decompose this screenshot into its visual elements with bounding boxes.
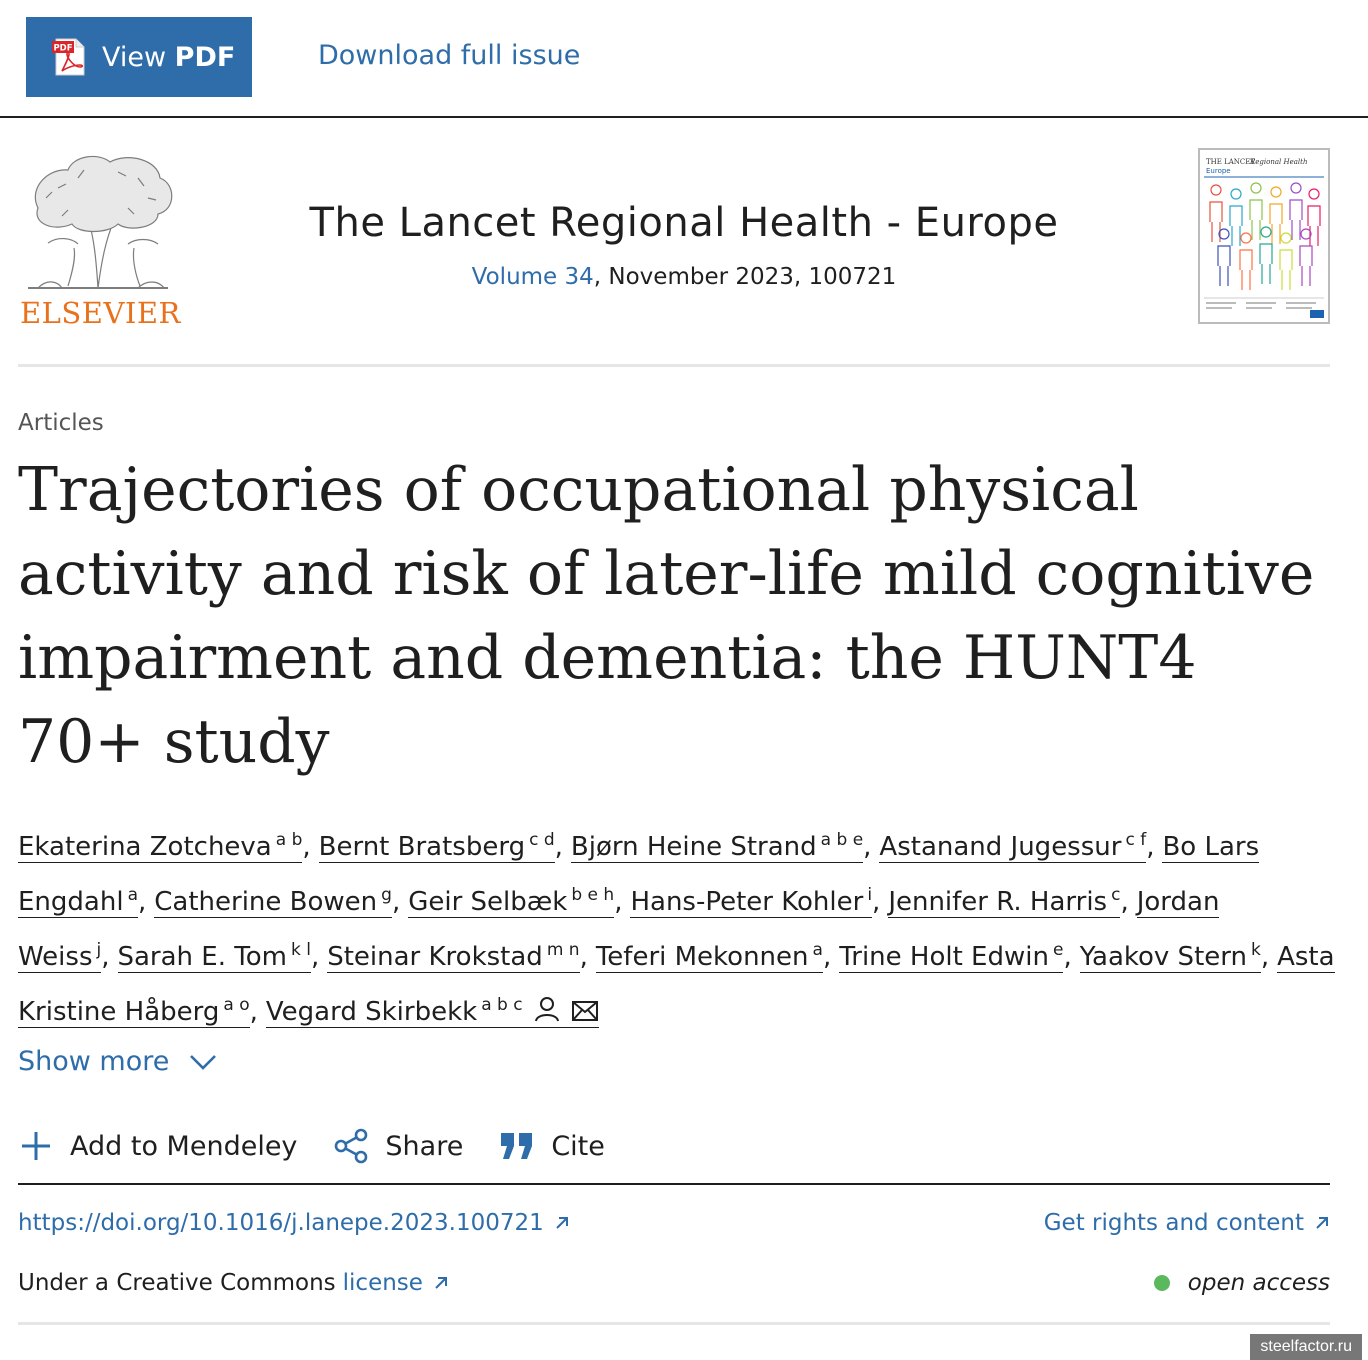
issue-details: , November 2023, 100721 — [593, 264, 897, 290]
get-rights-label: Get rights and content — [1043, 1210, 1304, 1236]
external-link-icon — [554, 1215, 570, 1231]
header-divider — [18, 364, 1330, 367]
get-rights-link[interactable] — [1044, 1210, 1330, 1236]
author-name: Steinar Krokstad — [327, 942, 543, 972]
mail-icon — [571, 1000, 599, 1022]
author-affiliation: g — [381, 885, 392, 905]
download-full-issue-link[interactable]: Download full issue — [318, 40, 581, 71]
open-access-dot-icon — [1154, 1275, 1170, 1291]
author-link[interactable] — [839, 942, 1063, 973]
author-separator: , — [554, 832, 563, 862]
author-separator: , — [1260, 942, 1270, 972]
author-link[interactable] — [18, 832, 302, 863]
quote-icon — [499, 1131, 535, 1161]
author-affiliation: c d — [529, 830, 555, 850]
author-link[interactable] — [571, 832, 863, 863]
open-access-badge — [1154, 1270, 1330, 1296]
author-link[interactable] — [154, 887, 392, 918]
external-link-icon — [1314, 1215, 1330, 1231]
author-affiliation: a — [812, 940, 823, 960]
author-separator: , — [310, 942, 320, 972]
share-button[interactable] — [333, 1128, 463, 1164]
author-name: Catherine Bowen — [154, 887, 378, 917]
author-affiliation: a b — [275, 830, 303, 850]
author-separator: , — [101, 942, 110, 972]
author-name: Hans-Peter Kohler — [630, 887, 864, 917]
author-separator: , — [579, 942, 588, 972]
doi-text: https://doi.org/10.1016/j.lanepe.2023.100721 — [18, 1210, 544, 1236]
cite-label: Cite — [551, 1130, 605, 1162]
author-name: Trine Holt Edwin — [839, 942, 1049, 972]
elsevier-wordmark: ELSEVIER — [20, 296, 181, 330]
author-link[interactable] — [266, 997, 599, 1028]
author-separator: , — [249, 997, 258, 1027]
author-separator: , — [872, 887, 881, 917]
author-name: Sarah E. Tom — [117, 942, 287, 972]
article-type-label: Articles — [18, 410, 104, 436]
author-separator: , — [302, 832, 311, 862]
author-affiliation: m n — [546, 940, 580, 960]
view-pdf-label: View PDF — [102, 41, 236, 73]
author-affiliation: j — [96, 940, 102, 960]
author-separator: , — [822, 942, 832, 972]
author-name: Bjørn Heine Strand — [570, 832, 817, 862]
author-affiliation: a — [127, 885, 138, 905]
cover-title-lancet: THE LANCET — [1206, 158, 1256, 166]
author-separator: , — [614, 887, 623, 917]
actions-divider — [18, 1183, 1330, 1185]
article-actions — [18, 1124, 641, 1168]
author-name: Bo Lars Engdahl — [18, 832, 1260, 917]
author-link[interactable] — [630, 887, 872, 918]
person-icon — [533, 996, 561, 1022]
author-link[interactable] — [408, 887, 614, 918]
author-separator: , — [1146, 832, 1155, 862]
share-icon — [333, 1128, 369, 1164]
author-affiliation: a b c — [481, 995, 523, 1015]
author-link[interactable] — [118, 942, 311, 973]
license-prefix: Under a Creative Commons — [18, 1270, 336, 1296]
volume-link[interactable]: Volume 34 — [471, 264, 594, 290]
cite-button[interactable] — [499, 1131, 605, 1162]
pdf-file-icon — [52, 37, 88, 77]
article-title: Trajectories of occupational physical activity and risk of later-life mild cognitive impairment and dementia: the HUNT4 70+ study — [18, 455, 1315, 777]
author-separator: , — [1120, 887, 1129, 917]
author-separator: , — [391, 887, 401, 917]
open-access-label: open access — [1187, 1270, 1330, 1296]
author-name: Ekaterina Zotcheva — [18, 832, 272, 862]
author-link[interactable] — [319, 832, 555, 863]
doi-link[interactable] — [18, 1210, 570, 1236]
author-affiliation: k l — [290, 940, 311, 960]
add-to-mendeley-button[interactable] — [18, 1128, 297, 1164]
author-link[interactable] — [596, 942, 823, 973]
journal-title[interactable]: The Lancet Regional Health - Europe — [309, 200, 1059, 246]
author-affiliation: i — [867, 885, 873, 905]
author-affiliation: e — [1052, 940, 1064, 960]
chevron-down-icon — [189, 1053, 217, 1071]
author-affiliation: b e h — [571, 885, 615, 905]
view-pdf-button[interactable] — [26, 17, 252, 97]
journal-cover-image[interactable] — [1198, 148, 1330, 324]
license-info — [18, 1270, 449, 1296]
author-separator: , — [1063, 942, 1072, 972]
author-link[interactable] — [327, 942, 579, 973]
show-more-button[interactable] — [18, 1046, 217, 1077]
author-affiliation: c f — [1125, 830, 1147, 850]
author-name: Astanand Jugessur — [879, 832, 1122, 862]
bottom-divider — [18, 1322, 1330, 1325]
author-separator: , — [137, 887, 147, 917]
author-name: Jordan Weiss — [18, 887, 1220, 972]
author-name: Jennifer R. Harris — [888, 887, 1108, 917]
license-link[interactable]: license — [342, 1270, 423, 1296]
external-link-icon — [433, 1275, 449, 1291]
article-toolbar — [0, 0, 1368, 118]
author-name: Bernt Bratsberg — [318, 832, 526, 862]
author-affiliation: c — [1111, 885, 1121, 905]
author-name: Geir Selbæk — [408, 887, 568, 917]
author-affiliation: a b e — [820, 830, 864, 850]
author-name: Yaakov Stern — [1079, 942, 1247, 972]
author-name: Teferi Mekonnen — [595, 942, 809, 972]
show-more-label: Show more — [18, 1046, 170, 1077]
journal-issue-info — [0, 264, 1368, 290]
plus-icon — [18, 1128, 54, 1164]
author-name: Vegard Skirbekk — [265, 997, 478, 1027]
author-link[interactable] — [888, 887, 1120, 918]
watermark: steelfactor.ru — [1250, 1334, 1362, 1360]
author-list — [18, 816, 1338, 1038]
author-link[interactable] — [879, 832, 1146, 863]
author-separator: , — [863, 832, 872, 862]
svg-text:PDF: PDF — [53, 43, 73, 54]
cover-title-regional: Regional Health — [1250, 158, 1308, 166]
add-to-mendeley-label: Add to Mendeley — [70, 1130, 298, 1162]
author-affiliation: k — [1250, 940, 1261, 960]
cover-title-europe: Europe — [1206, 167, 1231, 175]
share-label: Share — [385, 1130, 464, 1162]
author-affiliation: a o — [223, 995, 250, 1015]
author-link[interactable] — [1080, 942, 1261, 973]
author-name: Asta Kristine Håberg — [18, 942, 1335, 1027]
